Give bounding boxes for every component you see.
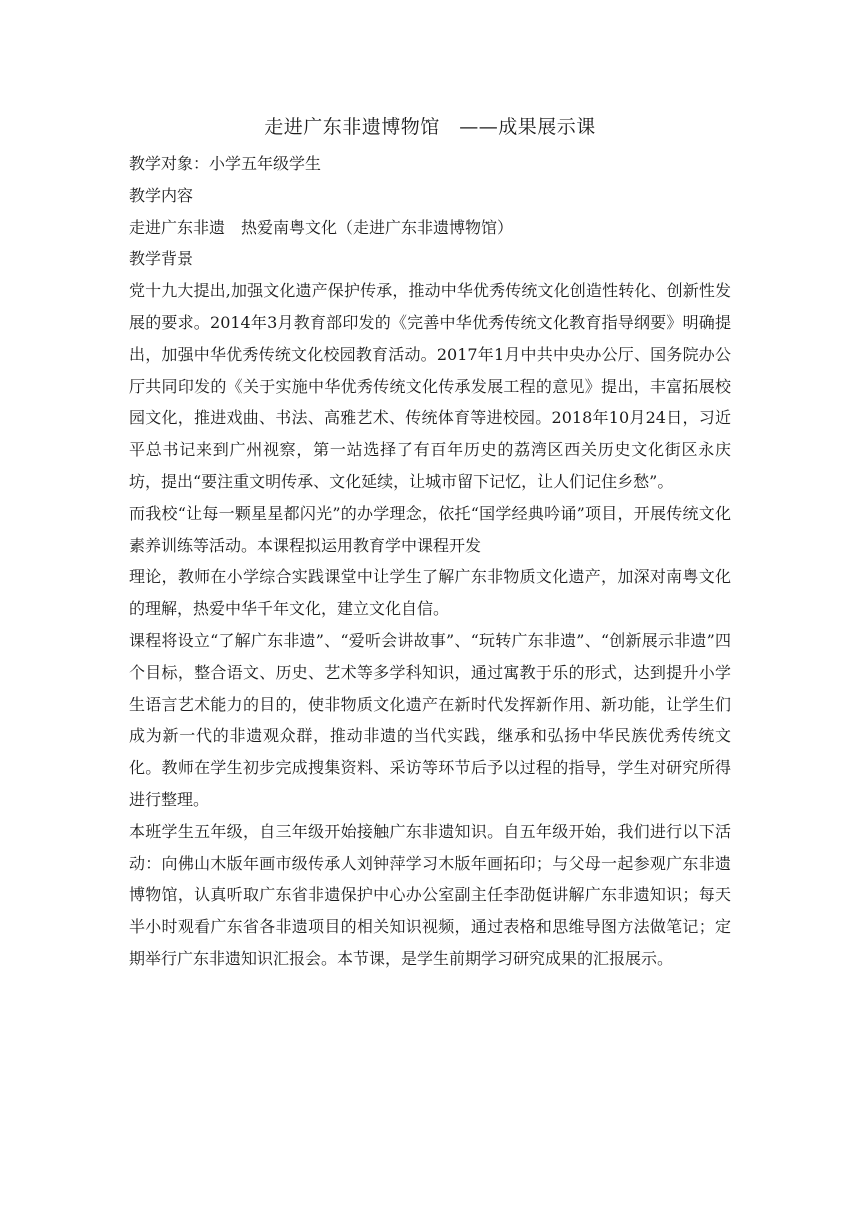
- teaching-target: 教学对象：小学五年级学生: [129, 154, 322, 173]
- background-paragraph-1: 党十九大提出,加强文化遗产保护传承，推动中华优秀传统文化创造性转化、创新性发展的要求。2014年3月教育部印发的《完善中华优秀传统文化教育指导纲要》明确提出，加强中华优秀传统文化校园教育活动。2017年1月中共中央办公厅、国务院办公厅共同印发的《关于实施中华优秀传统文化传承发展工程的意见》提出，丰富拓展校园文化，推进戏曲、书法、高雅艺术、传统体育等进校园。2018年10月24日，习近平总书记来到广州视察，第一站选择了有百年历史的荔湾区西关历史文化街区永庆坊，提出“要注重文明传承、文化延续，让城市留下记忆，让人们记住乡愁”。: [129, 281, 731, 491]
- background-heading: 教学背景: [129, 249, 194, 269]
- background-paragraph-5: 本班学生五年级，自三年级开始接触广东非遗知识。自五年级开始，我们进行以下活动：向佛山木版年画市级传承人刘钟萍学习木版年画拓印；与父母一起参观广东非遗博物馆，认真听取广东省非遗保护中心办公室副主任李劭侹讲解广东非遗知识；每天半小时观看广东省各非遗项目的相关知识视频，通过表格和思维导图方法做笔记；定期举行广东非遗知识汇报会。本节课，是学生前期学习研究成果的汇报展示。: [129, 821, 731, 968]
- document-page: [129, 110, 731, 975]
- background-paragraph-2: 而我校“让每一颗星星都闪光”的办学理念，依托“国学经典吟诵”项目，开展传统文化素养训练等活动。本课程拟运用教育学中课程开发: [129, 503, 731, 555]
- content-text: 走进广东非遗 热爱南粤文化（走进广东非遗博物馆）: [129, 217, 514, 237]
- background-paragraph-3: 理论，教师在小学综合实践课堂中让学生了解广东非物质文化遗产，加深对南粤文化的理解，热爱中华千年文化，建立文化自信。: [129, 567, 731, 619]
- background-paragraph-4: 课程将设立“了解广东非遗”、“爱听会讲故事”、“玩转广东非遗”、“创新展示非遗”四个目标，整合语文、历史、艺术等多学科知识，通过寓教于乐的形式，达到提升小学生语言艺术能力的目的，使非物质文化遗产在新时代发挥新作用、新功能，让学生们成为新一代的非遗观众群，推动非遗的当代实践，继承和弘扬中华民族优秀传统文化。教师在学生初步完成搜集资料、采访等环节后予以过程的指导，学生对研究所得进行整理。: [129, 630, 731, 809]
- document-title: 走进广东非遗博物馆 ——成果展示课: [264, 116, 596, 138]
- content-heading: 教学内容: [129, 185, 194, 205]
